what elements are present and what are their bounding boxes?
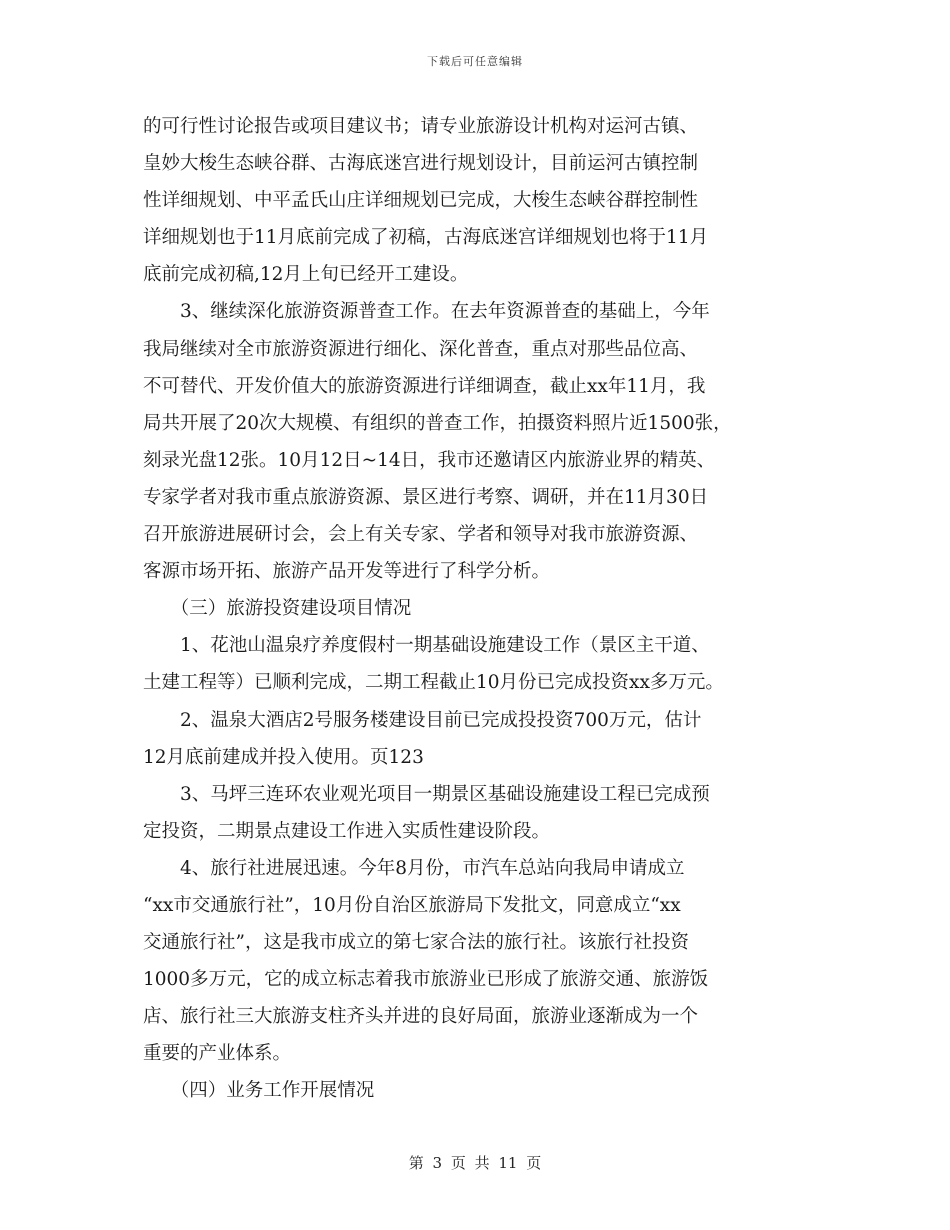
text-line: 专家学者对我市重点旅游资源、景区进行考察、调研，并在11月30日: [143, 486, 709, 508]
text-line: 3、马坪三连环农业观光项目一期景区基础设施建设工程已完成预: [143, 783, 710, 805]
text-line: “xx市交通旅行社”，10月份自治区旅游局下发批文，同意成立“xx: [143, 894, 681, 916]
page-number-footer: 第 3 页 共 11 页: [408, 1154, 542, 1172]
text-line: 4、旅行社进展迅速。今年8月份，市汽车总站向我局申请成立: [143, 857, 685, 879]
text-line: 客源市场开拓、旅游产品开发等进行了科学分析。: [143, 561, 551, 583]
text-line: 局共开展了20次大规模、有组织的普查工作，拍摄资料照片近1500张，: [143, 412, 732, 434]
page-header: 下载后可任意编辑: [427, 55, 523, 68]
text-line: 2、温泉大酒店2号服务楼建设目前已完成投投资700万元，估计: [143, 709, 702, 731]
text-line: 3、继续深化旅游资源普查工作。在去年资源普查的基础上，今年: [143, 301, 710, 323]
text-line: 12月底前建成并投入使用。页123: [143, 746, 424, 768]
text-line: 详细规划也于11月底前完成了初稿，古海底迷宫详细规划也将于11月: [143, 227, 709, 249]
text-line: 的可行性讨论报告或项目建议书；请专业旅游设计机构对运河古镇、: [143, 116, 699, 137]
text-line: 召开旅游进展研讨会，会上有关专家、学者和领导对我市旅游资源、: [143, 524, 699, 546]
text-line: 土建工程等）已顺利完成，二期工程截止10月份已完成投资xx多万元。: [143, 672, 724, 694]
text-line: 重要的产业体系。: [143, 1043, 292, 1065]
document-body: [143, 108, 833, 1110]
text-line: 交通旅行社”，这是我市成立的第七家合法的旅行社。该旅行社投资: [143, 932, 689, 954]
text-line: 不可替代、开发价值大的旅游资源进行详细调查，截止xx年11月，我: [143, 375, 706, 397]
text-line: 我局继续对全市旅游资源进行细化、深化普查，重点对那些品位高、: [143, 338, 699, 360]
text-line: 皇妙大梭生态峡谷群、古海底迷宫进行规划设计，目前运河古镇控制: [143, 153, 699, 175]
text-line: 刻录光盘12张。10月12日~14日，我市还邀请区内旅游业界的精英、: [143, 449, 716, 471]
text-line: 1000多万元，它的成立标志着我市旅游业已形成了旅游交通、旅游饭: [143, 969, 709, 991]
text-line: 定投资，二期景点建设工作进入实质性建设阶段。: [143, 820, 551, 842]
text-line: 店、旅行社三大旅游支柱齐头并进的良好局面，旅游业逐渐成为一个: [143, 1006, 699, 1028]
section-heading: （三）旅游投资建设项目情况: [143, 598, 412, 620]
text-line: 底前完成初稿,12月上旬已经开工建设。: [143, 264, 469, 286]
section-heading: （四）业务工作开展情况: [143, 1080, 375, 1102]
text-line: 性详细规划、中平孟氏山庄详细规划已完成，大梭生态峡谷群控制性: [143, 190, 699, 212]
text-line: 1、花池山温泉疗养度假村一期基础设施建设工作（景区主干道、: [143, 635, 710, 657]
